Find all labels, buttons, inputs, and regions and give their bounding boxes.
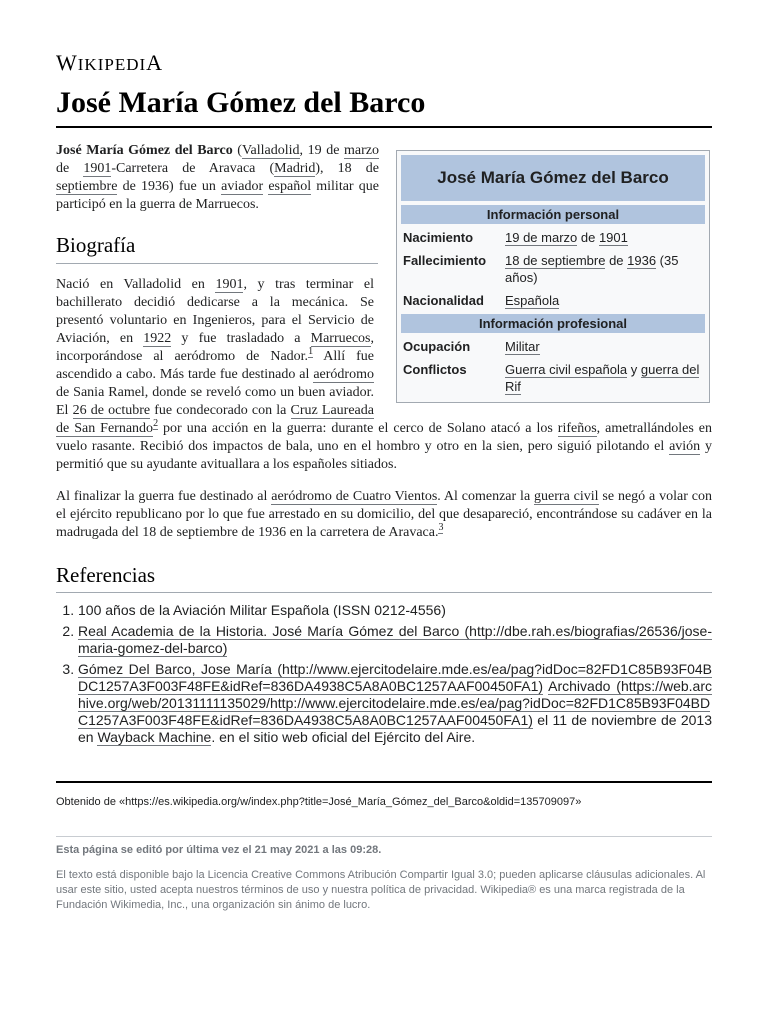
link[interactable]: español <box>268 179 312 194</box>
infobox-spacer <box>374 276 712 406</box>
subject-name: José María Gómez del Barco <box>56 143 233 158</box>
infobox-label: Nacimiento <box>403 230 474 245</box>
reference-item <box>78 623 712 657</box>
link[interactable]: Guerra civil española <box>505 362 628 377</box>
text: se negó a volar con el ejército republicano por lo que fue arrestado en su domicilio, del que desapareció, encontrándose su cadáver en la madrugada del 18 de septiembre de 1936 en la carretera de Aravaca. <box>56 489 713 540</box>
text: el 11 de noviembre de 2013 en <box>78 712 712 745</box>
text: -Carretera de Aravaca ( <box>111 161 275 176</box>
text: fue condecorado con la <box>150 403 291 418</box>
external-link[interactable]: Real Academia de la Historia. José María Gómez del Barco (http://dbe.rah.es/biografias/26536/jose-maria-gomez-del-barco) <box>78 623 712 656</box>
external-link[interactable]: Gómez Del Barco, Jose María (http://www.ejercitodelaire.mde.es/ea/pag?idDoc=82FD1C85B93F04BDC1257A3F003F48FE&idRef=836DA4938C5A8A0BC1257AAF00450FA1) <box>78 661 712 694</box>
text: , y tras terminar el bachillerato decidió dedicarse a la mecánica. Se presentó voluntario en Ingenieros, para el Servicio de Aviación, en <box>56 277 374 346</box>
text: Nació en Valladolid en <box>56 277 216 292</box>
link[interactable]: guerra del Rif <box>505 362 700 394</box>
footer-divider <box>56 781 712 783</box>
text: . Al comenzar la <box>437 489 535 504</box>
text: , ametrallándoles en vuelo rasante. Recibió dos impactos de bala, uno en el hombro y otro en la sien, pero siguió pilotando el <box>56 421 712 454</box>
link[interactable]: Valladolid <box>241 143 300 158</box>
link[interactable]: Marruecos <box>310 331 371 346</box>
text: de <box>56 161 84 176</box>
link[interactable]: avión <box>669 439 701 454</box>
infobox-label: Ocupación <box>403 339 471 354</box>
reference-link[interactable]: 1 <box>308 346 314 358</box>
link[interactable]: rifeños <box>557 421 597 436</box>
bio-paragraph-2 <box>56 488 712 542</box>
title-divider <box>56 126 712 128</box>
link[interactable]: 1901 <box>215 277 244 292</box>
logo-w: W <box>56 50 78 75</box>
intro-paragraph: José María Gómez del Barco (Valladolid, 19 de marzo de 1901-Carretera de Aravaca (Madrid), 18 de septiembre de 1936) fue un aviador español militar que participó en la guerra de Marruecos. <box>56 143 380 212</box>
link[interactable]: marzo <box>344 143 379 158</box>
link[interactable]: aviador <box>221 179 264 194</box>
bio-paragraph-1 <box>56 276 712 474</box>
text: por una acción en la guerra: durante el cerco de Solano atacó a los <box>158 421 558 436</box>
section-divider <box>56 263 378 264</box>
link[interactable]: 1901 <box>598 230 628 245</box>
external-link[interactable]: Archivado (https://web.archive.org/web/20131111135029/http://www.ejercitodelaire.mde.es/ea/pag?idDoc=82FD1C85B93F04BDC1257A3F003F48FE&idRef=836DA4938C5A8A0BC1257AAF00450FA1) <box>78 678 712 728</box>
link[interactable]: 19 de marzo <box>505 230 578 245</box>
link[interactable]: 18 de septiembre <box>505 253 606 268</box>
text: de <box>605 253 628 268</box>
permanent-link[interactable]: https://es.wikipedia.org/w/index.php?title=José_María_Gómez_del_Barco&oldid=135709097 <box>125 796 576 808</box>
reference-link[interactable]: 3 <box>438 522 444 534</box>
text: , 19 de <box>299 143 344 158</box>
link[interactable]: 1936 <box>627 253 657 268</box>
text: » <box>575 796 582 808</box>
section-heading-biografia: Biografía <box>56 233 136 257</box>
text: (35 años) <box>505 253 679 285</box>
text: Allí fue ascendido a cabo. Más tarde fue destinado al <box>56 349 374 382</box>
link[interactable]: aeródromo <box>313 367 374 382</box>
text: . en el sitio web oficial del Ejército del Aire. <box>211 729 476 745</box>
section-divider <box>56 592 712 593</box>
text: Al finalizar la guerra fue destinado al <box>56 489 272 504</box>
link[interactable]: 26 de octubre <box>72 403 151 418</box>
link[interactable]: 1901 <box>83 161 112 176</box>
infobox-label: Nacionalidad <box>403 293 484 308</box>
link[interactable]: 1922 <box>143 331 172 346</box>
references-list <box>56 602 712 750</box>
text: Obtenido de « <box>56 796 126 808</box>
retrieved-from <box>56 796 581 808</box>
link[interactable]: guerra civil <box>534 489 599 504</box>
text: , incorporándose al aeródromo de Nador. <box>56 331 374 364</box>
text: militar que participó en la guerra de Marruecos. <box>56 179 379 212</box>
reference-item <box>78 661 712 746</box>
link[interactable]: Militar <box>505 339 540 354</box>
link[interactable]: Madrid <box>274 161 316 176</box>
text: de 1936) fue un <box>117 179 222 194</box>
infobox-value <box>505 229 703 246</box>
text: y <box>627 362 641 377</box>
link[interactable]: septiembre <box>56 179 118 194</box>
text: y permitió que su ayudante avituallara a los españoles sitiados. <box>56 439 713 472</box>
page-title: José María Gómez del Barco <box>56 86 426 119</box>
reference-item <box>78 602 712 619</box>
link[interactable]: aeródromo de Cuatro Vientos <box>271 489 438 504</box>
license-text: El texto está disponible bajo la Licencia Creative Commons Atribución Compartir Igual 3.0; pueden aplicarse cláusulas adicionales. Al usar este sitio, usted acepta nuestros términos de uso y nuestra política de privacidad. Wikipedia® es una marca registrada de la Fundación Wikimedia, Inc., una organización sin ánimo de lucro. <box>56 869 706 911</box>
footer-divider-2 <box>56 836 712 837</box>
text: ), 18 de <box>315 161 380 176</box>
text: de Sania Ramel, donde se reveló como un buen aviador. El <box>56 385 374 418</box>
infobox-section-personal: Información personal <box>401 205 705 224</box>
link[interactable]: Cruz Laureada de San Fernando <box>56 403 374 436</box>
infobox-label: Fallecimiento <box>403 253 487 268</box>
logo-middle: IKIPEDI <box>77 55 147 74</box>
logo-a: A <box>146 50 164 75</box>
infobox-title: José María Gómez del Barco <box>401 155 705 201</box>
link[interactable]: Española <box>505 293 560 308</box>
reference-text: 100 años de la Aviación Militar Española (ISSN 0212-4556) <box>78 602 446 618</box>
text: de <box>577 230 599 245</box>
infobox-section-profesional: Información profesional <box>401 314 705 333</box>
section-heading-referencias: Referencias <box>56 563 156 587</box>
text: y fue trasladado a <box>171 331 311 346</box>
link[interactable]: Wayback Machine <box>97 729 212 745</box>
infobox-label: Conflictos <box>403 362 467 377</box>
infobox-row-nacimiento <box>401 226 705 249</box>
reference-link[interactable]: 2 <box>153 418 159 430</box>
wikipedia-logo[interactable] <box>56 50 163 76</box>
last-edited: Esta página se editó por última vez el 21 may 2021 a las 09:28. <box>56 844 382 856</box>
